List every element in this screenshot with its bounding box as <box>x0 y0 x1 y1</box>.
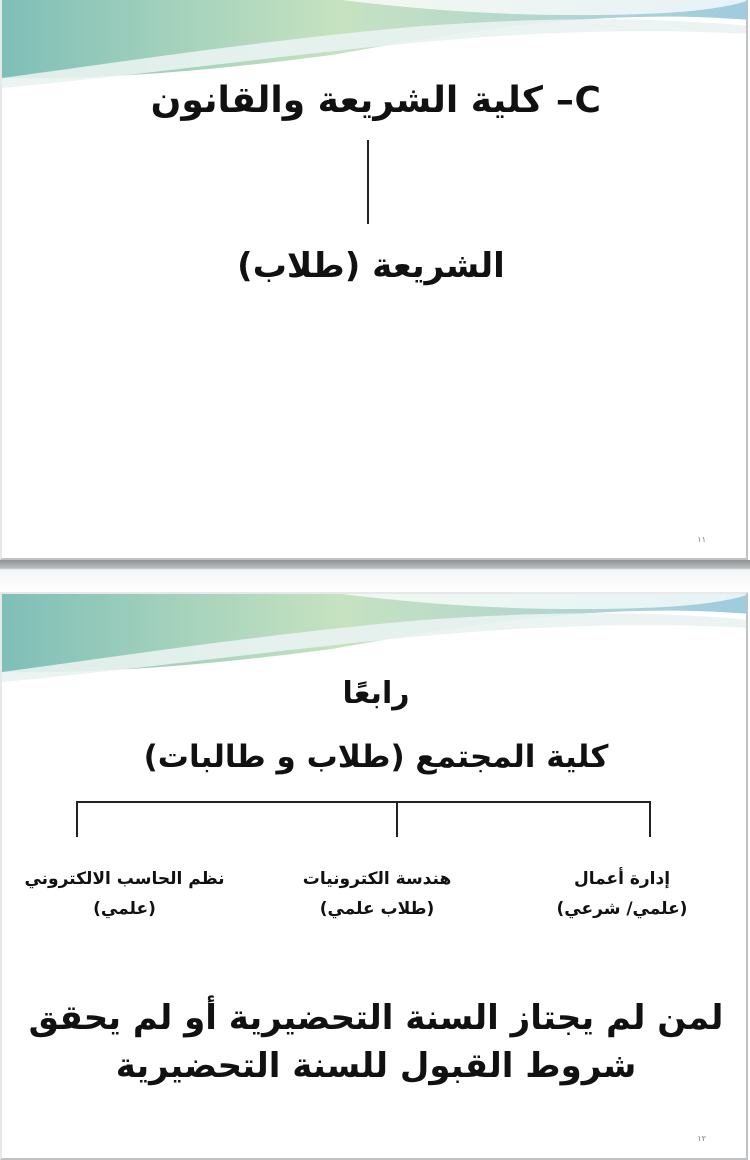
branch-note: (علمي) <box>93 899 156 919</box>
connector-line <box>367 140 369 224</box>
branch-name: إدارة أعمال <box>573 869 671 889</box>
page-number: ١٢ <box>697 1134 706 1143</box>
slide-header-wave <box>2 594 748 689</box>
branch-note: (طلاب علمي) <box>319 899 435 919</box>
admission-note-line-2: شروط القبول للسنة التحضيرية <box>115 1046 637 1086</box>
slide-title: C– كلية الشريعة والقانون <box>150 80 602 121</box>
branch-electronics-engineering <box>277 864 477 924</box>
slide-separator <box>0 560 750 592</box>
tree-branch-line <box>396 801 398 837</box>
college-title: كلية المجتمع (طلاب و طالبات) <box>143 739 609 775</box>
tree-branch-line <box>76 801 78 837</box>
department-label: الشريعة (طلاب) <box>237 246 505 286</box>
slide-12 <box>0 592 748 1160</box>
branch-name: نظم الحاسب الالكتروني <box>24 869 225 889</box>
admission-note-line-1: لمن لم يجتاز السنة التحضيرية أو لم يحقق <box>28 998 724 1038</box>
tree-branch-line <box>649 801 651 837</box>
branch-computer-systems <box>17 864 232 924</box>
tree-horizontal-line <box>76 801 651 803</box>
branch-business-administration <box>522 864 722 924</box>
branch-name: هندسة الكترونيات <box>302 869 452 889</box>
admission-note <box>2 994 748 1090</box>
branch-note: (علمي/ شرعي) <box>556 899 688 919</box>
section-heading: رابعًا <box>342 676 410 711</box>
page-number: ١١ <box>697 535 706 544</box>
slide-11 <box>0 0 748 560</box>
